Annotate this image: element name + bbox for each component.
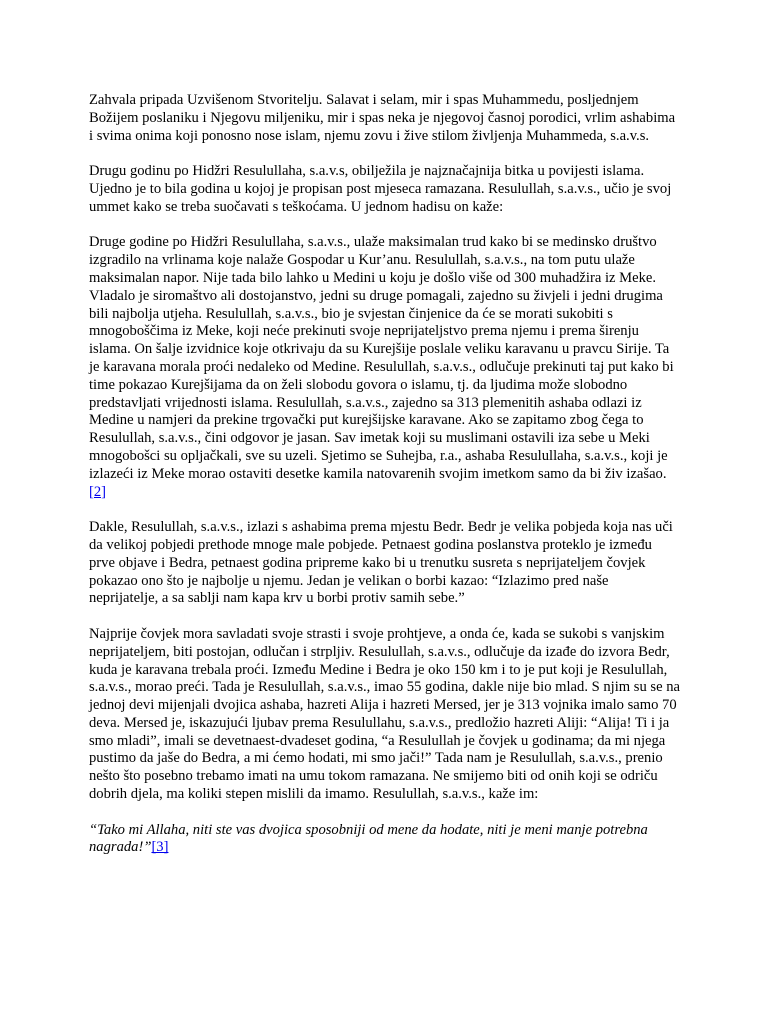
paragraph-intro-text: Zahvala pripada Uzvišenom Stvoritelju. Salavat i selam, mir i spas Muhammedu, posljednjem Božijem poslaniku i Njegovu miljeniku, mir i spas neka je njegovoj časnoj porodici, vrlim ashabima i svima onima koji ponosno nose islam, njemu zovu i žive stilom življenja Muhammeda, s.a.v.s. <box>89 92 676 144</box>
paragraph-medina <box>89 234 680 501</box>
paragraph-bedr <box>89 519 680 608</box>
paragraph-strasti-text: Najprije čovjek mora savladati svoje strasti i svoje prohtjeve, a onda će, kada se sukobi s vanjskim neprijateljem, biti postojan, odlučan i strpljiv. Resulullah, s.a.v.s., odlučuje da izađe do izvora Bedr, kuda je karavana trebala proći. Između Medine i Bedra je oko 150 km i to je put koji je Resulullah, s.a.v.s., morao preći. Tada je Resulullah, s.a.v.s., imao 55 godina, dakle nije bio mlad. S njim su se na jednoj devi mijenjali dvojica ashaba, hazreti Alija i hazreti Mersed, jer je 313 vojnika imalo samo 70 deva. Mersed je, iskazujući ljubav prema Resulullahu, s.a.v.s., predložio hazreti Aliji: “Alija! Ti i ja smo mladi”, imali se devetnaest-dvadeset godina, “a Resulullah je čovjek u godinama; da mi njega pustimo da jaše do Bedra, a mi ćemo hodati, mi smo jači!” Tada nam je Resulullah, s.a.v.s., prenio nešto što posebno trebamo imati na umu tokom ramazana. Ne smijemo biti od onih koji se odriču dobrih djela, ma koliki stepen mislili da imamo. Resulullah, s.a.v.s., kaže im: <box>89 625 680 803</box>
paragraph-strasti <box>89 626 680 804</box>
paragraph-quote <box>89 822 680 858</box>
document-body <box>89 92 680 875</box>
paragraph-second-year <box>89 163 680 216</box>
paragraph-bedr-text: Dakle, Resulullah, s.a.v.s., izlazi s ashabima prema mjestu Bedr. Bedr je velika pobjeda koja nas uči da velikoj pobjedi prethode mnoge male pobjede. Petnaest godina poslanstva proteklo je između prve objave i Bedra, petnaest godina pripreme kako bi u trenutku susreta s neprijateljem čovjek pokazao ono što je najbolje u njemu. Jedan je velikan o borbi kazao: “Izlazimo pred naše neprijatelje, a sa sablji nam kapa krv u borbi protiv samih sebe.” <box>89 519 673 607</box>
footnote-link-3[interactable]: [3] <box>151 839 169 856</box>
paragraph-second-year-text: Drugu godinu po Hidžri Resulullaha, s.a.v.s, obilježila je najznačajnija bitka u povijesti islama. Ujedno je to bila godina u kojoj je propisan post mjeseca ramazana. Resulullah, s.a.v.s., učio je svoj ummet kako se treba suočavati s teškoćama. U jednom hadisu on kaže: <box>89 163 672 215</box>
paragraph-intro <box>89 92 680 145</box>
footnote-link-2[interactable]: [2] <box>89 483 107 500</box>
paragraph-quote-text: “Tako mi Allaha, niti ste vas dvojica sposobniji od mene da hodate, niti je meni manje potrebna nagrada!” <box>89 821 648 856</box>
paragraph-medina-text: Druge godine po Hidžri Resulullaha, s.a.v.s., ulaže maksimalan trud kako bi se medinsko društvo izgradilo na vrlinama koje nalaže Gospodar u Kur’anu. Resulullah, s.a.v.s., na tom putu ulaže maksimalan napor. Nije tada bilo lahko u Medini u koju je došlo više od 300 muhadžira iz Meke. Vladalo je siromaštvo ali dostojanstvo, jedni su druge pomagali, zajedno su živjeli i jedni drugima bili najbolja utjeha. Resulullah, s.a.v.s., bio je svjestan činjenice da će se morati sukobiti s mnogoboščima iz Meke, koji neće prekinuti svoje neprijateljstvo prema njemu i prema širenju islama. On šalje izvidnice koje otkrivaju da su Kurejšije poslale veliku karavanu u pravcu Sirije. Ta je karavana morala proći nedaleko od Medine. Resulullah, s.a.v.s., odlučuje prekinuti taj put kako bi time pokazao Kurejšijama da on želi slobodu govora o islamu, tj. da ljudima može slobodno predstavljati vrijednosti islama. Resulullah, s.a.v.s., zajedno sa 313 plemenitih ashaba odlazi iz Medine u namjeri da prekine trgovački put kurejšijske karavane. Ako se zapitamo zbog čega to Resulullah, s.a.v.s., čini odgovor je jasan. Sav imetak koji su muslimani ostavili iza sebe u Meki mnogobošci su opljačkali, sve su uzeli. Sjetimo se Suhejba, r.a., ashaba Resulullaha, s.a.v.s., koji je izlazeći iz Meke morao ostaviti desetke kamila natovarenih svojim imetkom samo da bi živ izašao. <box>89 234 674 482</box>
